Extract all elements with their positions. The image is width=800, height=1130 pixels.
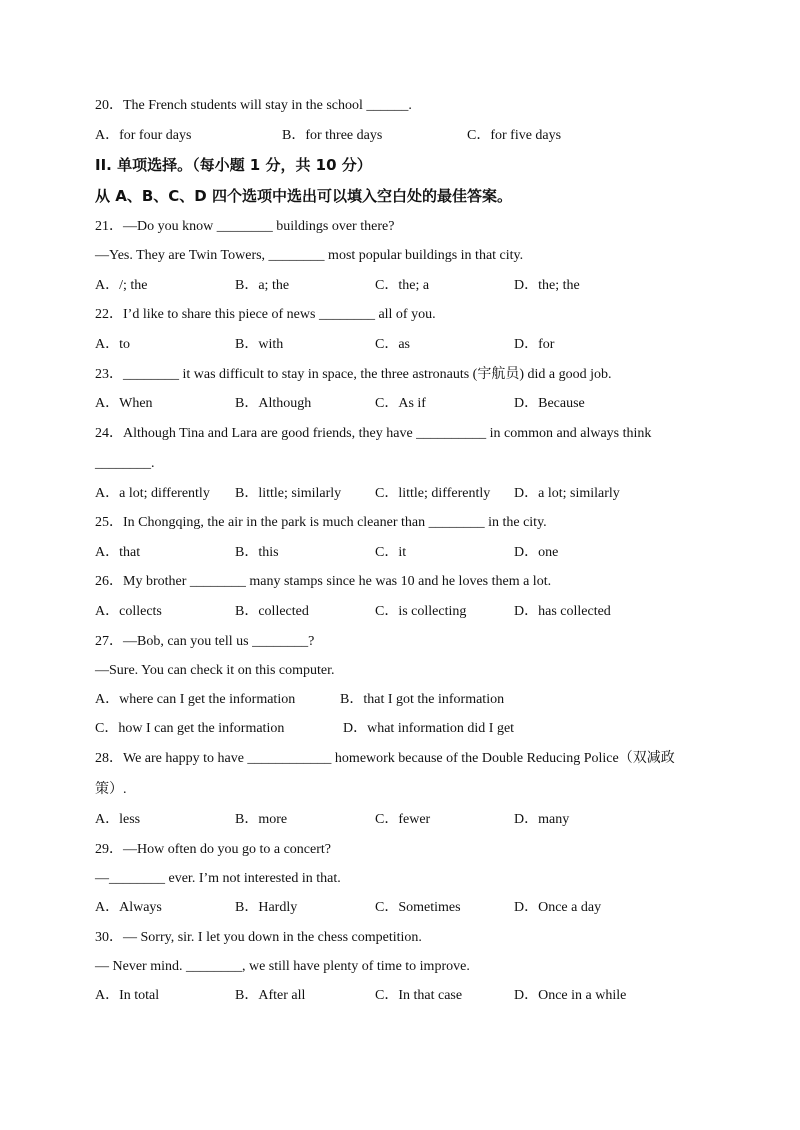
q30-line2: — Never mind. ________, we still have plenty of time to improve. <box>95 959 470 974</box>
q28-line1: 28．We are happy to have ____________ homework because of the Double Reducing Police（双减政 <box>95 751 675 766</box>
q22-line1: 22．I’d like to share this piece of news ________ all of you. <box>95 307 436 322</box>
q29-option-b: B．Hardly <box>235 900 298 915</box>
q23-line1: 23．________ it was difficult to stay in space, the three astronauts (宇航员) did a good job. <box>95 367 612 382</box>
q26-line1: 26．My brother ________ many stamps since he was 10 and he loves them a lot. <box>95 574 552 589</box>
q27-line2: —Sure. You can check it on this computer. <box>95 663 335 678</box>
q25-option-b: B．this <box>235 545 279 560</box>
q21-option-a: A．/; the <box>95 278 148 293</box>
q28-option-a: A．less <box>95 812 141 827</box>
q21-option-b: B．a; the <box>235 278 290 293</box>
q28-option-d: D．many <box>514 812 570 827</box>
q24-option-d: D．a lot; similarly <box>514 486 620 501</box>
q20-option-c: C．for five days <box>467 128 562 143</box>
q24-option-b: B．little; similarly <box>235 486 342 501</box>
q28-option-b: B．more <box>235 812 288 827</box>
q26-option-b: B．collected <box>235 604 309 619</box>
q24-line2: ________. <box>95 456 155 471</box>
q20-stem: 20．The French students will stay in the school ______. <box>95 98 412 113</box>
q27-option-c: C．how I can get the information <box>95 721 285 736</box>
q27-option-d: D．what information did I get <box>343 721 515 736</box>
q25-option-d: D．one <box>514 545 559 560</box>
q29-option-c: C．Sometimes <box>375 900 461 915</box>
q26-option-a: A．collects <box>95 604 162 619</box>
q21-line1: 21．—Do you know ________ buildings over there? <box>95 219 395 234</box>
q30-line1: 30．— Sorry, sir. I let you down in the chess competition. <box>95 930 422 945</box>
q30-option-d: D．Once in a while <box>514 988 627 1003</box>
q24-line1: 24．Although Tina and Lara are good friends, they have __________ in common and always think <box>95 426 652 441</box>
q23-option-d: D．Because <box>514 396 585 411</box>
q29-option-d: D．Once a day <box>514 900 602 915</box>
q29-line1: 29．—How often do you go to a concert? <box>95 842 331 857</box>
q26-option-c: C．is collecting <box>375 604 467 619</box>
q22-option-b: B．with <box>235 337 284 352</box>
q28-option-c: C．fewer <box>375 812 431 827</box>
section-heading: II. 单项选择。（每小题 1 分，共 10 分） <box>95 156 372 174</box>
q25-option-a: A．that <box>95 545 141 560</box>
q22-option-c: C．as <box>375 337 410 352</box>
q29-line2: —________ ever. I’m not interested in that. <box>95 871 341 886</box>
q27-line1: 27．—Bob, can you tell us ________? <box>95 634 315 649</box>
q30-option-b: B．After all <box>235 988 306 1003</box>
q23-option-b: B．Although <box>235 396 312 411</box>
q23-option-c: C．As if <box>375 396 426 411</box>
q27-option-a: A．where can I get the information <box>95 692 296 707</box>
q30-option-a: A．In total <box>95 988 160 1003</box>
q24-option-a: A．a lot; differently <box>95 486 210 501</box>
q24-option-c: C．little; differently <box>375 486 491 501</box>
q20-option-a: A．for four days <box>95 128 192 143</box>
q22-option-a: A．to <box>95 337 130 352</box>
q27-option-b: B．that I got the information <box>340 692 505 707</box>
q25-line1: 25．In Chongqing, the air in the park is much cleaner than ________ in the city. <box>95 515 547 530</box>
q29-option-a: A．Always <box>95 900 162 915</box>
q21-option-c: C．the; a <box>375 278 430 293</box>
q23-option-a: A．When <box>95 396 153 411</box>
q21-line2: —Yes. They are Twin Towers, ________ most popular buildings in that city. <box>95 248 524 263</box>
q28-line2: 策）. <box>95 782 127 797</box>
q25-option-c: C．it <box>375 545 407 560</box>
q22-option-d: D．for <box>514 337 555 352</box>
q30-option-c: C．In that case <box>375 988 463 1003</box>
q26-option-d: D．has collected <box>514 604 611 619</box>
q21-option-d: D．the; the <box>514 278 580 293</box>
q20-option-b: B．for three days <box>282 128 383 143</box>
section-instruction: 从 A、B、C、D 四个选项中选出可以填入空白处的最佳答案。 <box>95 187 512 205</box>
